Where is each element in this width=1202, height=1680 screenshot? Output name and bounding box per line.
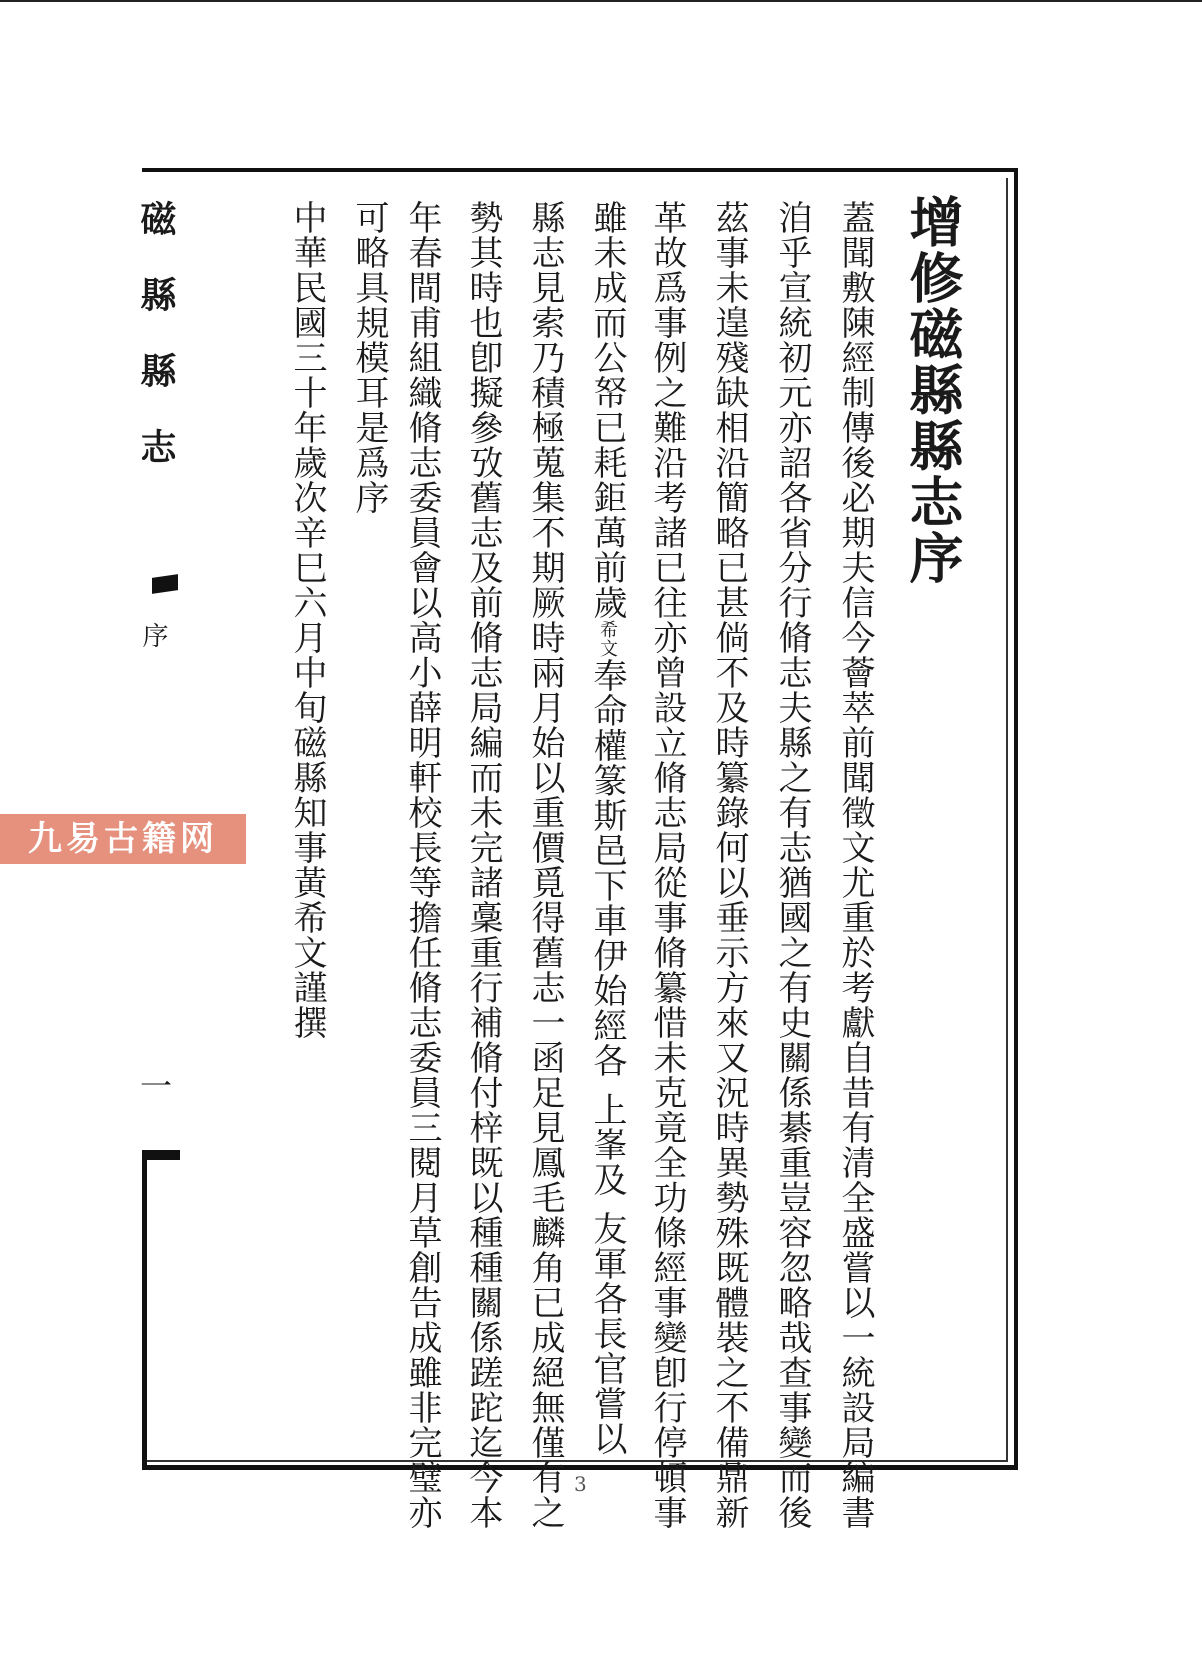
frame-corner-horizontal (142, 1150, 180, 1160)
text-column-3: 茲事未遑殘缺相沿簡略已甚倘不及時纂錄何以垂示方來又況時異勢殊既體裝之不備鼎新 (709, 200, 749, 1530)
page-number: 3 (574, 1472, 587, 1496)
margin-book-title: 磁縣縣志 (135, 200, 177, 504)
signature-line: 中華民國三十年歲次辛巳六月中旬磁縣知事黃希文謹撰 (287, 200, 327, 1040)
text-column-9: 可略具規模耳是爲序 (349, 200, 389, 515)
text-column-5 (587, 200, 627, 1456)
text-column-8: 年春間甫組織脩志委員會以高小薛明軒校長等擔任脩志委員三閱月草創告成雖非完璧亦 (402, 200, 442, 1530)
margin-section-label: 序 (138, 622, 168, 648)
frame-corner-vertical (142, 1150, 147, 1468)
text-column-5-part-a: 雖未成而公帑已耗鉅萬前歲 (587, 200, 627, 620)
preface-title: 增修磁縣縣志序 (901, 194, 965, 586)
text-column-5-part-b: 奉命權篆斯邑下車伊始經各 (587, 658, 627, 1078)
text-column-5-part-d: 友軍各長官嘗以 (587, 1211, 627, 1456)
watermark-badge: 九易古籍网 (0, 814, 246, 864)
top-rule (0, 0, 1202, 2)
text-column-6: 縣志見索乃積極蒐集不期厥時兩月始以重價覓得舊志一函足見鳳毛麟角已成絕無僅有之 (525, 200, 565, 1530)
text-column-5-part-c: 上峯及 (587, 1092, 627, 1197)
text-column-2: 洎乎宣統初元亦詔各省分行脩志夫縣之有志猶國之有史關係綦重豈容忽略哉查事變而後 (772, 200, 812, 1530)
margin-page-mark: 一 (140, 1067, 173, 1105)
author-name-small: 希文 (597, 620, 618, 658)
text-column-7: 勢其時也卽擬參攷舊志及前脩志局編而未完諸稾重行補脩付梓既以種種關係蹉跎迄今本 (463, 200, 503, 1530)
text-column-1: 蓋聞敷陳經制傳後必期夫信今薈萃前聞徵文尤重於考獻自昔有清全盛嘗以一統設局編書 (835, 200, 875, 1530)
text-column-4: 革故爲事例之難沿考諸已往亦曾設立脩志局從事脩纂惜未克竟全功條經事變卽行停頓事 (647, 200, 687, 1530)
page-frame-inner (138, 178, 1008, 1462)
